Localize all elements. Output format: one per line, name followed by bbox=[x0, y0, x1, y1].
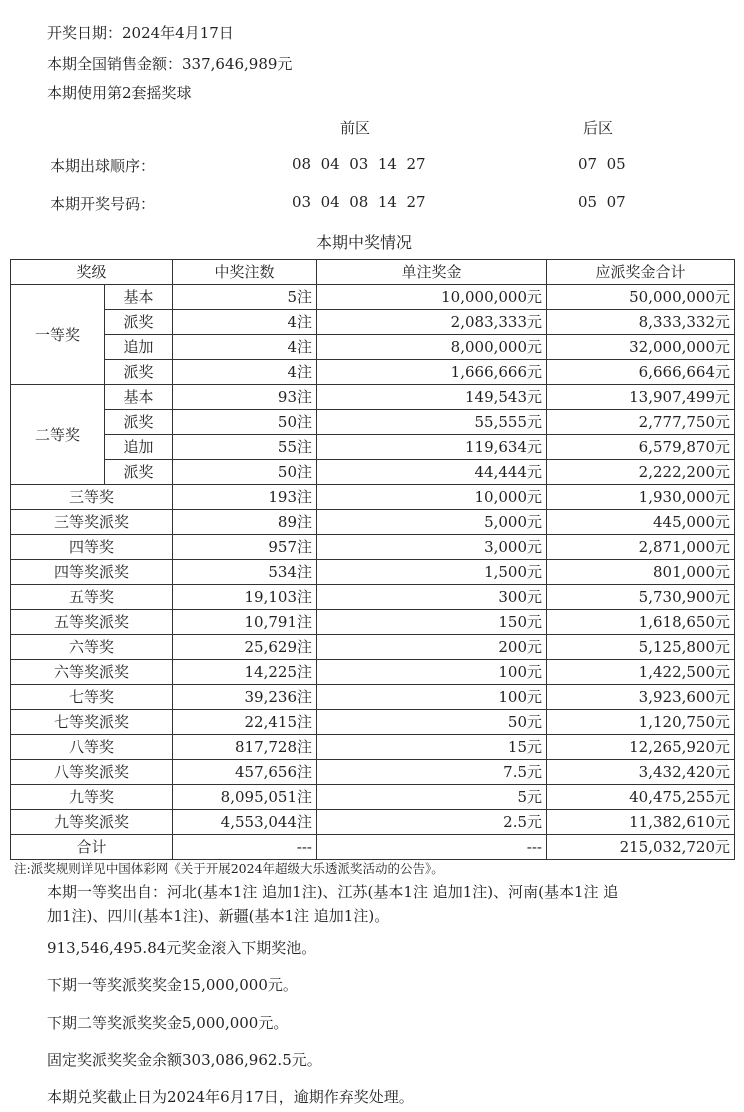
total-prize: 50,000,000元 bbox=[547, 285, 735, 310]
sales-amount: 本期全国销售金额：337,646,989元 bbox=[47, 55, 293, 73]
table-row bbox=[11, 610, 735, 635]
prize-sublevel: 派奖 bbox=[105, 360, 173, 385]
next-first-prize: 下期一等奖派奖奖金15,000,000元。 bbox=[47, 976, 298, 994]
prize-level: 五等奖派奖 bbox=[11, 610, 173, 635]
table-row bbox=[11, 760, 735, 785]
unit-prize: 149,543元 bbox=[317, 385, 547, 410]
unit-prize: 300元 bbox=[317, 585, 547, 610]
table-row bbox=[11, 485, 735, 510]
winner-count: 5注 bbox=[173, 285, 317, 310]
footnote: 注:派奖规则详见中国体彩网《关于开展2024年超级大乐透派奖活动的公告》。 bbox=[14, 861, 444, 876]
table-row bbox=[11, 710, 735, 735]
total-prize: 1,930,000元 bbox=[547, 485, 735, 510]
total-prize: 11,382,610元 bbox=[547, 810, 735, 835]
total-prize: 445,000元 bbox=[547, 510, 735, 535]
total-prize: 12,265,920元 bbox=[547, 735, 735, 760]
winner-count: 193注 bbox=[173, 485, 317, 510]
prize-level: 九等奖 bbox=[11, 785, 173, 810]
prize-level: 七等奖 bbox=[11, 685, 173, 710]
winner-count: 4注 bbox=[173, 310, 317, 335]
prize-sublevel: 派奖 bbox=[105, 410, 173, 435]
prize-level: 二等奖 bbox=[11, 385, 105, 485]
total-prize: 3,432,420元 bbox=[547, 760, 735, 785]
prize-level: 八等奖派奖 bbox=[11, 760, 173, 785]
header-count: 中奖注数 bbox=[173, 260, 317, 285]
unit-prize: 119,634元 bbox=[317, 435, 547, 460]
unit-prize: 2,083,333元 bbox=[317, 310, 547, 335]
winner-count: 4注 bbox=[173, 360, 317, 385]
winner-count: 817,728注 bbox=[173, 735, 317, 760]
deadline: 本期兑奖截止日为2024年6月17日，逾期作弃奖处理。 bbox=[47, 1088, 414, 1106]
table-row bbox=[11, 385, 735, 410]
table-row bbox=[11, 360, 735, 385]
table-row bbox=[11, 335, 735, 360]
winner-count: 8,095,051注 bbox=[173, 785, 317, 810]
table-row bbox=[11, 585, 735, 610]
prize-sublevel: 基本 bbox=[105, 285, 173, 310]
prize-level: 八等奖 bbox=[11, 735, 173, 760]
table-row bbox=[11, 735, 735, 760]
winner-count: 22,415注 bbox=[173, 710, 317, 735]
total-prize: 6,579,870元 bbox=[547, 435, 735, 460]
table-row bbox=[11, 685, 735, 710]
rollover: 913,546,495.84元奖金滚入下期奖池。 bbox=[47, 939, 317, 957]
draw-back-numbers: 05 07 bbox=[578, 193, 626, 211]
unit-prize: 15元 bbox=[317, 735, 547, 760]
prize-level: 五等奖 bbox=[11, 585, 173, 610]
winner-count: 39,236注 bbox=[173, 685, 317, 710]
table-row bbox=[11, 635, 735, 660]
unit-prize: 100元 bbox=[317, 660, 547, 685]
unit-prize: 5,000元 bbox=[317, 510, 547, 535]
header-total: 应派奖金合计 bbox=[547, 260, 735, 285]
winner-count: 14,225注 bbox=[173, 660, 317, 685]
draw-front-numbers: 03 04 08 14 27 bbox=[292, 193, 426, 211]
unit-prize: 50元 bbox=[317, 710, 547, 735]
table-row bbox=[11, 560, 735, 585]
prize-level: 四等奖 bbox=[11, 535, 173, 560]
total-prize: 2,222,200元 bbox=[547, 460, 735, 485]
table-row bbox=[11, 785, 735, 810]
total-prize: 2,871,000元 bbox=[547, 535, 735, 560]
winner-count: 4,553,044注 bbox=[173, 810, 317, 835]
unit-prize: 1,666,666元 bbox=[317, 360, 547, 385]
prize-level: 合计 bbox=[11, 835, 173, 860]
winner-count: 55注 bbox=[173, 435, 317, 460]
unit-prize: 100元 bbox=[317, 685, 547, 710]
prize-level: 七等奖派奖 bbox=[11, 710, 173, 735]
unit-prize: 2.5元 bbox=[317, 810, 547, 835]
table-row bbox=[11, 510, 735, 535]
table-row bbox=[11, 310, 735, 335]
table-row bbox=[11, 660, 735, 685]
winner-count: 19,103注 bbox=[173, 585, 317, 610]
unit-prize: 5元 bbox=[317, 785, 547, 810]
winners-line-1: 本期一等奖出自：河北(基本1注 追加1注)、江苏(基本1注 追加1注)、河南(基本1注 追 bbox=[47, 883, 619, 901]
table-row bbox=[11, 810, 735, 835]
total-prize: 1,618,650元 bbox=[547, 610, 735, 635]
table-row bbox=[11, 410, 735, 435]
table-title: 本期中奖情况 bbox=[316, 233, 413, 252]
unit-prize: 55,555元 bbox=[317, 410, 547, 435]
prize-level: 六等奖 bbox=[11, 635, 173, 660]
total-prize: 801,000元 bbox=[547, 560, 735, 585]
prize-level: 三等奖 bbox=[11, 485, 173, 510]
total-prize: 1,120,750元 bbox=[547, 710, 735, 735]
unit-prize: --- bbox=[317, 835, 547, 860]
winner-count: 93注 bbox=[173, 385, 317, 410]
table-row bbox=[11, 460, 735, 485]
total-prize: 3,923,600元 bbox=[547, 685, 735, 710]
winner-count: 457,656注 bbox=[173, 760, 317, 785]
header-prize: 单注奖金 bbox=[317, 260, 547, 285]
unit-prize: 150元 bbox=[317, 610, 547, 635]
prize-sublevel: 派奖 bbox=[105, 460, 173, 485]
total-prize: 6,666,664元 bbox=[547, 360, 735, 385]
order-label: 本期出球顺序： bbox=[50, 157, 156, 175]
next-second-prize: 下期二等奖派奖奖金5,000,000元。 bbox=[47, 1014, 289, 1032]
total-prize: 13,907,499元 bbox=[547, 385, 735, 410]
winner-count: 50注 bbox=[173, 460, 317, 485]
winner-count: 4注 bbox=[173, 335, 317, 360]
draw-label: 本期开奖号码： bbox=[50, 195, 156, 213]
winner-count: 534注 bbox=[173, 560, 317, 585]
winner-count: 89注 bbox=[173, 510, 317, 535]
draw-date: 开奖日期：2024年4月17日 bbox=[47, 24, 234, 42]
unit-prize: 44,444元 bbox=[317, 460, 547, 485]
total-prize: 5,730,900元 bbox=[547, 585, 735, 610]
prize-table bbox=[10, 259, 735, 860]
total-prize: 8,333,332元 bbox=[547, 310, 735, 335]
prize-sublevel: 基本 bbox=[105, 385, 173, 410]
fixed-remaining: 固定奖派奖奖金余额303,086,962.5元。 bbox=[47, 1051, 322, 1069]
prize-level: 三等奖派奖 bbox=[11, 510, 173, 535]
unit-prize: 1,500元 bbox=[317, 560, 547, 585]
total-prize: 40,475,255元 bbox=[547, 785, 735, 810]
winner-count: 25,629注 bbox=[173, 635, 317, 660]
winner-count: 957注 bbox=[173, 535, 317, 560]
winner-count: 50注 bbox=[173, 410, 317, 435]
table-row bbox=[11, 435, 735, 460]
table-row bbox=[11, 285, 735, 310]
total-prize: 2,777,750元 bbox=[547, 410, 735, 435]
unit-prize: 7.5元 bbox=[317, 760, 547, 785]
header-level: 奖级 bbox=[11, 260, 173, 285]
table-header-row bbox=[11, 260, 735, 285]
order-back-numbers: 07 05 bbox=[578, 155, 626, 173]
prize-sublevel: 追加 bbox=[105, 435, 173, 460]
prize-level: 六等奖派奖 bbox=[11, 660, 173, 685]
unit-prize: 200元 bbox=[317, 635, 547, 660]
unit-prize: 8,000,000元 bbox=[317, 335, 547, 360]
total-prize: 5,125,800元 bbox=[547, 635, 735, 660]
back-zone-label: 后区 bbox=[583, 119, 614, 137]
winners-line-2: 加1注)、四川(基本1注)、新疆(基本1注 追加1注)。 bbox=[47, 907, 390, 925]
prize-level: 一等奖 bbox=[11, 285, 105, 385]
prize-level: 四等奖派奖 bbox=[11, 560, 173, 585]
unit-prize: 10,000元 bbox=[317, 485, 547, 510]
ball-set: 本期使用第2套摇奖球 bbox=[47, 84, 192, 102]
prize-sublevel: 派奖 bbox=[105, 310, 173, 335]
unit-prize: 10,000,000元 bbox=[317, 285, 547, 310]
prize-sublevel: 追加 bbox=[105, 335, 173, 360]
total-prize: 32,000,000元 bbox=[547, 335, 735, 360]
table-row bbox=[11, 535, 735, 560]
winner-count: --- bbox=[173, 835, 317, 860]
order-front-numbers: 08 04 03 14 27 bbox=[292, 155, 426, 173]
table-row bbox=[11, 835, 735, 860]
prize-level: 九等奖派奖 bbox=[11, 810, 173, 835]
total-prize: 215,032,720元 bbox=[547, 835, 735, 860]
front-zone-label: 前区 bbox=[340, 119, 371, 137]
winner-count: 10,791注 bbox=[173, 610, 317, 635]
total-prize: 1,422,500元 bbox=[547, 660, 735, 685]
unit-prize: 3,000元 bbox=[317, 535, 547, 560]
